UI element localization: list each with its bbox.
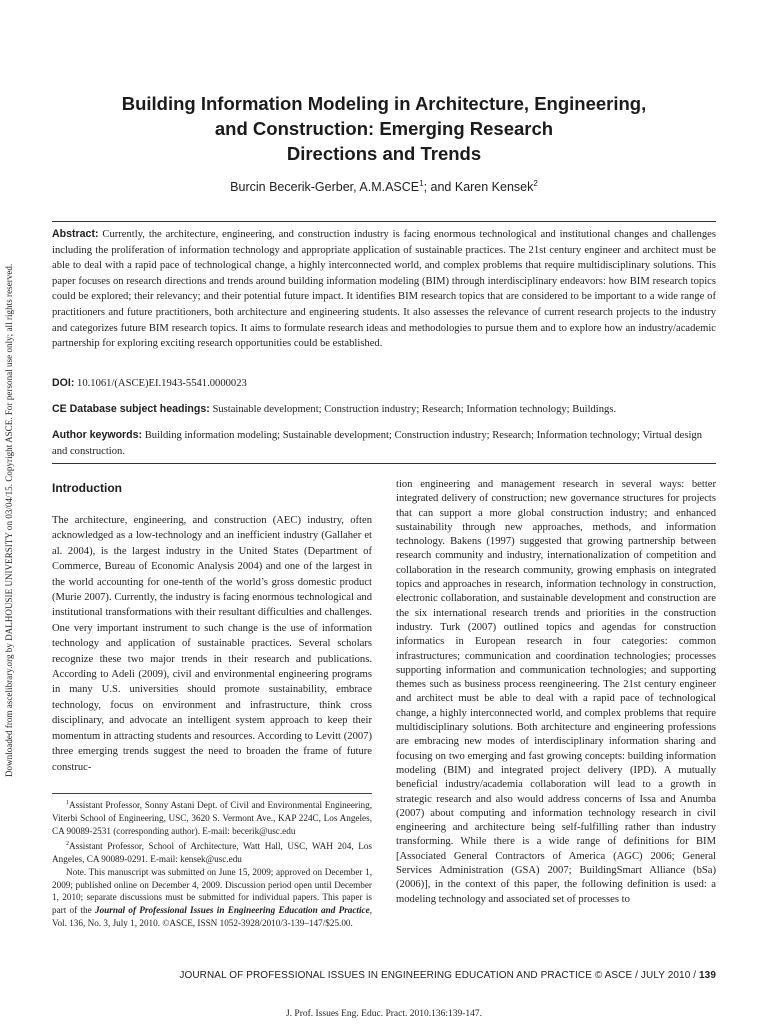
page-number: 139 [699, 970, 716, 981]
running-footer [52, 970, 716, 981]
footnote-2: $^2$Assistant Professor, School of Architecture, Watt Hall, USC, WAH 204, Los Angeles, CA 90089-0291. E-mail: kensek@usc.edu [52, 840, 372, 864]
author-1-affil: 1 [419, 179, 424, 188]
paper-title [52, 91, 716, 166]
download-watermark: Downloaded from ascelibrary.org by DALHOUSIE UNIVERSITY on 03/04/15. Copyright ASCE. For personal use only; all rights reserved. [4, 263, 14, 777]
author-line [52, 179, 716, 194]
ce-database-label: CE Database subject headings: [52, 403, 210, 415]
footer-journal-text: JOURNAL OF PROFESSIONAL ISSUES IN ENGINEERING EDUCATION AND PRACTICE © ASCE / JULY 2010 / [179, 970, 699, 981]
header-rule [52, 221, 716, 222]
intro-paragraph: The architecture, engineering, and construction (AEC) industry, often acknowledged as a low-technology and an inefficient industry (Gallaher et al. 2004), is the largest industry in the United States (Department of Commerce, Bureau of Economic Analysis 2004) and one of the largest in the world accounting for one-tenth of the world’s gross domestic product (Murie 2007). Currently, the industry is facing enormous technological and institutional transformations with their resultant difficulties and challenges. One very important instrument to such change is the use of information technology and application of sustainable practices. Several scholars recognize these two major trends in their research and publications. According to Adeli (2009), civil and environmental engineering programs in many U.S. universities should promote sustainability, embrace technology, focus on environment and infrastructure, think cross disciplinary, and advocate an intelligent system approach to keep their momentum in attracting students and resources. According to Levitt (2007) three emerging trends suggest the need to broaden the frame of future construc- [52, 515, 372, 773]
section-rule [52, 463, 716, 464]
author-1: Burcin Becerik-Gerber, A.M.ASCE [230, 180, 420, 195]
author-keywords [52, 428, 716, 459]
abstract-label: Abstract: [52, 228, 99, 240]
section-heading-introduction: Introduction [52, 481, 122, 495]
keywords-label: Author keywords: [52, 429, 143, 441]
author-2-affil: 2 [533, 179, 538, 188]
doi [52, 377, 247, 389]
title-line-2: and Construction: Emerging Research [214, 118, 554, 139]
manuscript-note: Note. This manuscript was submitted on June 15, 2009; approved on December 1, 2009; published online on December 4, 2009. Discussion period open until December 1, 2010; separate discussions must be submitted for individual papers. This paper is part of the Journal of Professional Issues in Engineering Education and Practice, Vol. 136, No. 3, July 1, 2010. ©ASCE, ISSN 1052-3928/2010/3-139–147/$25.00. [52, 866, 372, 929]
journal-name: Journal of Professional Issues in Engineering Education and Practice [94, 905, 370, 916]
abstract-text: Currently, the architecture, engineering, and construction industry is facing enormous technological and institutional changes and challenges including the proliferation of information technology and appropriate application of sustainable practices. The 21st century engineer and architect must be able to deal with a rapid pace of technological change, a highly interconnected world, and complex problems that require multidisciplinary solutions. This paper focuses on research directions and trends around building information modeling (BIM) through interdisciplinary endeavors: how BIM research topics could be explored; their relevancy; and their potential future impact. It identifies BIM research topics that are considered to be important to a wide range of practitioners and future practitioners, both architecture and engineering students. It also assesses the relevance of current research projects to the industry and categorizes future BIM research topics. It aims to formulate research ideas and methodologies to pursue them and to explore how an industry/academic partnership for exploring exciting research opportunities could be established. [52, 229, 716, 350]
footnotes [52, 797, 372, 930]
footnote-2-marker: 2 [66, 840, 69, 847]
body-column-left [52, 513, 372, 775]
keywords-value: Building information modeling; Sustainable development; Construction industry; Research; Information technology; Virtual design and construction. [52, 430, 703, 457]
footnote-rule [52, 793, 372, 794]
body-column-right [396, 478, 716, 907]
ce-database-headings [52, 403, 716, 415]
abstract [52, 227, 716, 352]
citation-line: J. Prof. Issues Eng. Educ. Pract. 2010.136:139-147. [285, 1009, 483, 1019]
title-line-3: Directions and Trends [286, 143, 482, 164]
doi-label: DOI: [52, 377, 75, 389]
ce-database-value: Sustainable development; Construction industry; Research; Information technology; Buildings. [212, 404, 617, 415]
author-separator: ; and Karen Kensek [423, 180, 534, 195]
footnote-1: $^1$Assistant Professor, Sonny Astani Dept. of Civil and Environmental Engineering, Viterbi School of Engineering, USC, 3620 S. Vermont Ave., KAP 224C, Los Angeles, CA 90089-2531 (corresponding author). E-mail: becerik@usc.edu [52, 800, 372, 836]
doi-link[interactable]: 10.1061/(ASCE)EI.1943-5541.0000023 [77, 378, 247, 389]
footnote-1-marker: 1 [66, 800, 69, 806]
title-line-1: Building Information Modeling in Architecture, Engineering, [121, 93, 647, 114]
intro-paragraph-continued: tion engineering and management research in several ways: better integrated delivery of construction; new governance structures for projects that can support a more global construction industry; and enhanced sustainability through new approaches, methods, and information technology. Bakens (1997) suggested that growing partnership between research community and industry, internationalization of competition and collaboration in the research community, growing emphasis on integrated topics and approaches in research, information technology in construction, electronic collaboration, and sustainable development and construction are the six international research trends and priorities in the construction industry. Turk (2007) outlined topics and agendas for construction informatics in European research in four categories: common infrastructures; communication and coordination technologies; processes supporting information and communication technologies; and supporting themes such as business process reengineering. The 21st century engineer and architect must be able to deal with a rapid pace of technological change, a highly interconnected world, and complex problems that require multidisciplinary solutions. Both architecture and engineering professions are embracing new modes of interdisciplinary information sharing and focusing on two emerging and fast growing concepts: building information modeling (BIM) and integrated project delivery (IPD). A mutually beneficial industry/academia collaboration will lead to a growth in strategic research and also would address concerns of Issa and Anumba (2007) about computing and information technology research in civil engineering and architecture being self-fulfilling rather than industry transforming. While there is a wide range of definitions for BIM [Associated General Contractors of America (AGC) 2006; General Services Administration (GSA) 2007; BuildingSmart Alliance (bSa) (2006)], in the context of this paper, the following definition is used: a modeling technology and associated set of processes to [396, 479, 716, 905]
